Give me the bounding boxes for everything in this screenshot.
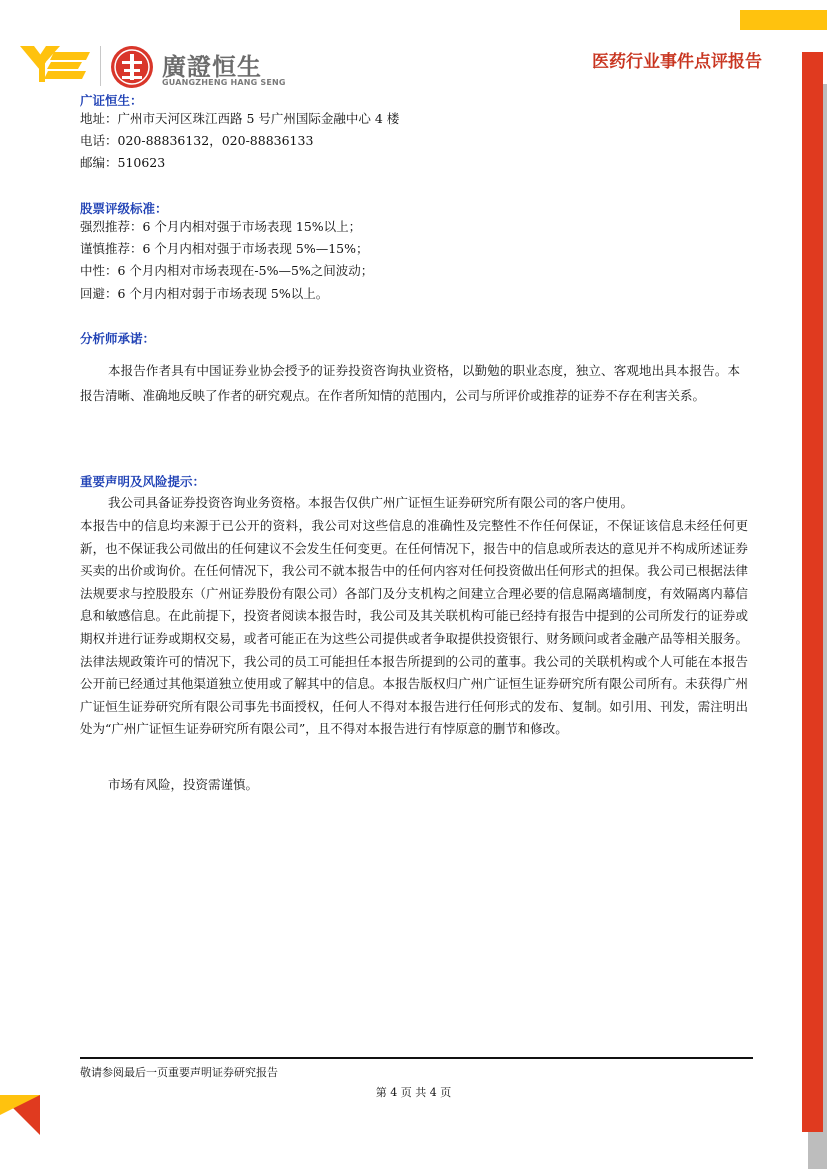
ye-logo-icon bbox=[20, 44, 92, 84]
brand-name-cn: 廣證恒生 bbox=[162, 53, 262, 81]
rating-item: 回避：6 个月内相对弱于市场表现 5%以上。 bbox=[80, 286, 329, 301]
seal-logo-icon bbox=[110, 45, 154, 89]
disclaimer-body: 本报告中的信息均来源于已公开的资料，我公司对这些信息的准确性及完整性不作任何保证，不保证该信息未经任何更新，也不保证我公司做出的任何建议不会发生任何变更。在任何情况下，报告中的信息或所表达的意见并不构成所述证券买卖的出价或询价。在任何情况下，我公司不就本报告中的任何内容对任何投资做出任何形式的担保。我公司已根据法律法规要求与控股股东（广州证券股份有限公司）各部门及分支机构之间建立合理必要的信息隔离墙制度，有效隔离内幕信息和敏感信息。在此前提下，投资者阅读本报告时，我公司及其关联机构可能已经持有报告中提到的公司所发行的证券或期权并进行证券或期权交易，或者可能正在为这些公司提供或者争取提供投资银行、财务顾问或者金融产品等相关服务。法律法规政策许可的情况下，我公司的员工可能担任本报告所提到的公司的董事。我公司的关联机构或个人可能在本报告公开前已经通过其他渠道独立使用或了解其中的信息。本报告版权归广州广证恒生证券研究所有限公司所有。未获得广州广证恒生证券研究所有限公司事先书面授权，任何人不得对本报告进行任何形式的发布、复制。如引用、刊发，需注明出处为“广州广证恒生证券研究所有限公司”，且不得对本报告进行有悖原意的删节和修改。 bbox=[80, 518, 748, 737]
side-band-red bbox=[802, 52, 823, 1132]
analyst-heading: 分析师承诺： bbox=[80, 331, 156, 346]
company-heading: 广证恒生： bbox=[80, 93, 143, 108]
rating-item: 强烈推荐：6 个月内相对强于市场表现 15%以上； bbox=[80, 219, 362, 234]
company-address: 地址：广州市天河区珠江西路 5 号广州国际金融中心 4 楼 bbox=[80, 111, 400, 126]
footer-note: 敬请参阅最后一页重要声明证券研究报告 bbox=[80, 1066, 278, 1079]
company-postcode: 邮编：510623 bbox=[80, 155, 166, 170]
rating-heading: 股票评级标准： bbox=[80, 201, 168, 216]
brand-name-en: GUANGZHENG HANG SENG bbox=[162, 78, 286, 87]
rating-item: 谨慎推荐：6 个月内相对强于市场表现 5%—15%； bbox=[80, 241, 369, 256]
rating-item: 中性：6 个月内相对市场表现在-5%—5%之间波动； bbox=[80, 263, 374, 278]
disclaimer-heading: 重要声明及风险提示： bbox=[80, 474, 206, 489]
corner-accent-yellow bbox=[740, 10, 827, 30]
footer-rule bbox=[80, 1057, 753, 1059]
logo-divider bbox=[100, 46, 101, 86]
document-type-title: 医药行业事件点评报告 bbox=[592, 52, 762, 72]
company-phone: 电话：020-88836132，020-88836133 bbox=[80, 133, 314, 148]
risk-warning: 市场有风险，投资需谨慎。 bbox=[108, 777, 259, 792]
page-number: 第 4 页 共 4 页 bbox=[375, 1086, 452, 1099]
analyst-paragraph: 本报告作者具有中国证券业协会授予的证券投资咨询执业资格，以勤勉的职业态度，独立、客观地出具本报告。本报告清晰、准确地反映了作者的研究观点。在作者所知情的范围内，公司与所评价或推荐的证券不存在利害关系。 bbox=[80, 363, 740, 403]
corner-accent-bottom bbox=[0, 1095, 40, 1135]
disclaimer-first-line: 我公司具备证券投资咨询业务资格。本报告仅供广州广证恒生证券研究所有限公司的客户使用。 bbox=[108, 495, 634, 510]
